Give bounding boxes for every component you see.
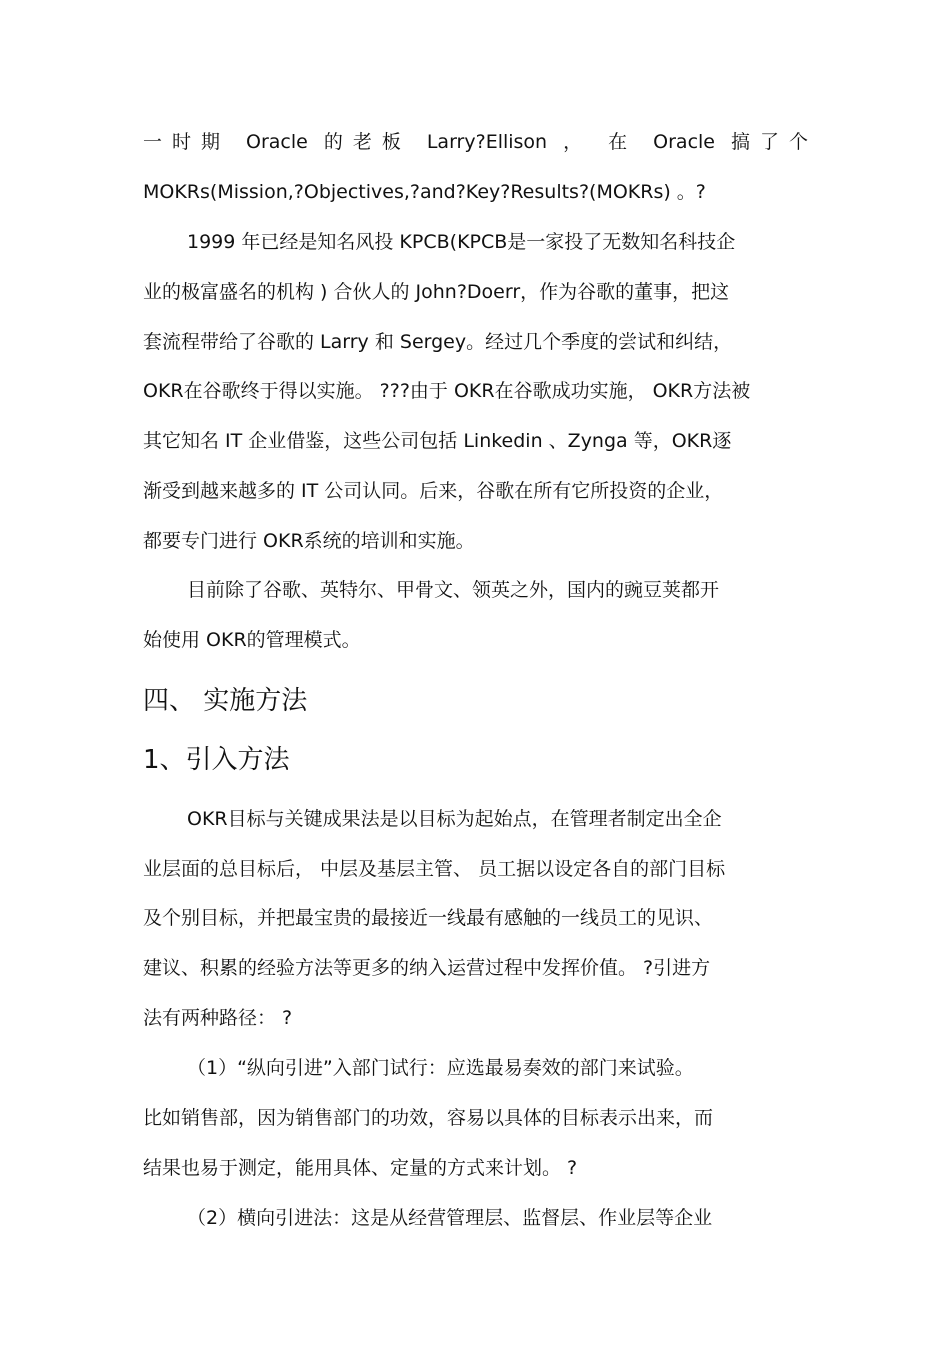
paragraph-line: 套流程带给了谷歌的 Larry 和 Sergey。经过几个季度的尝试和纠结， — [143, 331, 733, 353]
paragraph-line: 都要专门进行 OKR系统的培训和实施。 — [143, 530, 475, 552]
paragraph-line: 结果也易于测定，能用具体、定量的方式来计划。 ? — [143, 1157, 578, 1179]
paragraph-line: 目前除了谷歌、英特尔、甲骨文、领英之外，国内的豌豆荚都开 — [187, 579, 720, 601]
paragraph-line: 比如销售部，因为销售部门的功效，容易以具体的目标表示出来，而 — [143, 1107, 714, 1129]
paragraph-line: MOKRs(Mission,?Objectives,?and?Key?Results?(MOKRs) 。? — [143, 181, 706, 203]
paragraph-line: 业层面的总目标后， 中层及基层主管、 员工据以设定各自的部门目标 — [143, 858, 726, 880]
paragraph-line: 1999 年已经是知名风投 KPCB(KPCB是一家投了无数知名科技企 — [187, 231, 736, 253]
paragraph-line: 一时期 Oracle 的老板 Larry?Ellison ， 在 Oracle 搞了个 — [143, 131, 808, 153]
paragraph-line: OKR在谷歌终于得以实施。 ???由于 OKR在谷歌成功实施， OKR方法被 — [143, 380, 751, 402]
paragraph-line: 渐受到越来越多的 IT 公司认同。后来，谷歌在所有它所投资的企业， — [143, 480, 724, 502]
section-heading: 四、 实施方法 — [143, 686, 308, 716]
paragraph-line: 业的极富盛名的机构 ) 合伙人的 John?Doerr，作为谷歌的董事，把这 — [143, 281, 730, 303]
paragraph-line: 始使用 OKR的管理模式。 — [143, 629, 361, 651]
paragraph-line: OKR目标与关键成果法是以目标为起始点，在管理者制定出全企 — [187, 808, 722, 830]
paragraph-line: （2）横向引进法：这是从经营管理层、监督层、作业层等企业 — [187, 1207, 713, 1229]
paragraph-line: 其它知名 IT 企业借鉴，这些公司包括 Linkedin 、Zynga 等，OKR逐 — [143, 430, 732, 452]
paragraph-line: （1）“纵向引进”入部门试行：应选最易奏效的部门来试验。 — [187, 1057, 694, 1079]
paragraph-line: 及个别目标，并把最宝贵的最接近一线最有感触的一线员工的见识、 — [143, 907, 714, 929]
paragraph-line: 法有两种路径： ? — [143, 1007, 293, 1029]
paragraph-line: 建议、积累的经验方法等更多的纳入运营过程中发挥价值。 ?引进方 — [143, 957, 711, 979]
subsection-heading: 1、引入方法 — [143, 745, 290, 775]
